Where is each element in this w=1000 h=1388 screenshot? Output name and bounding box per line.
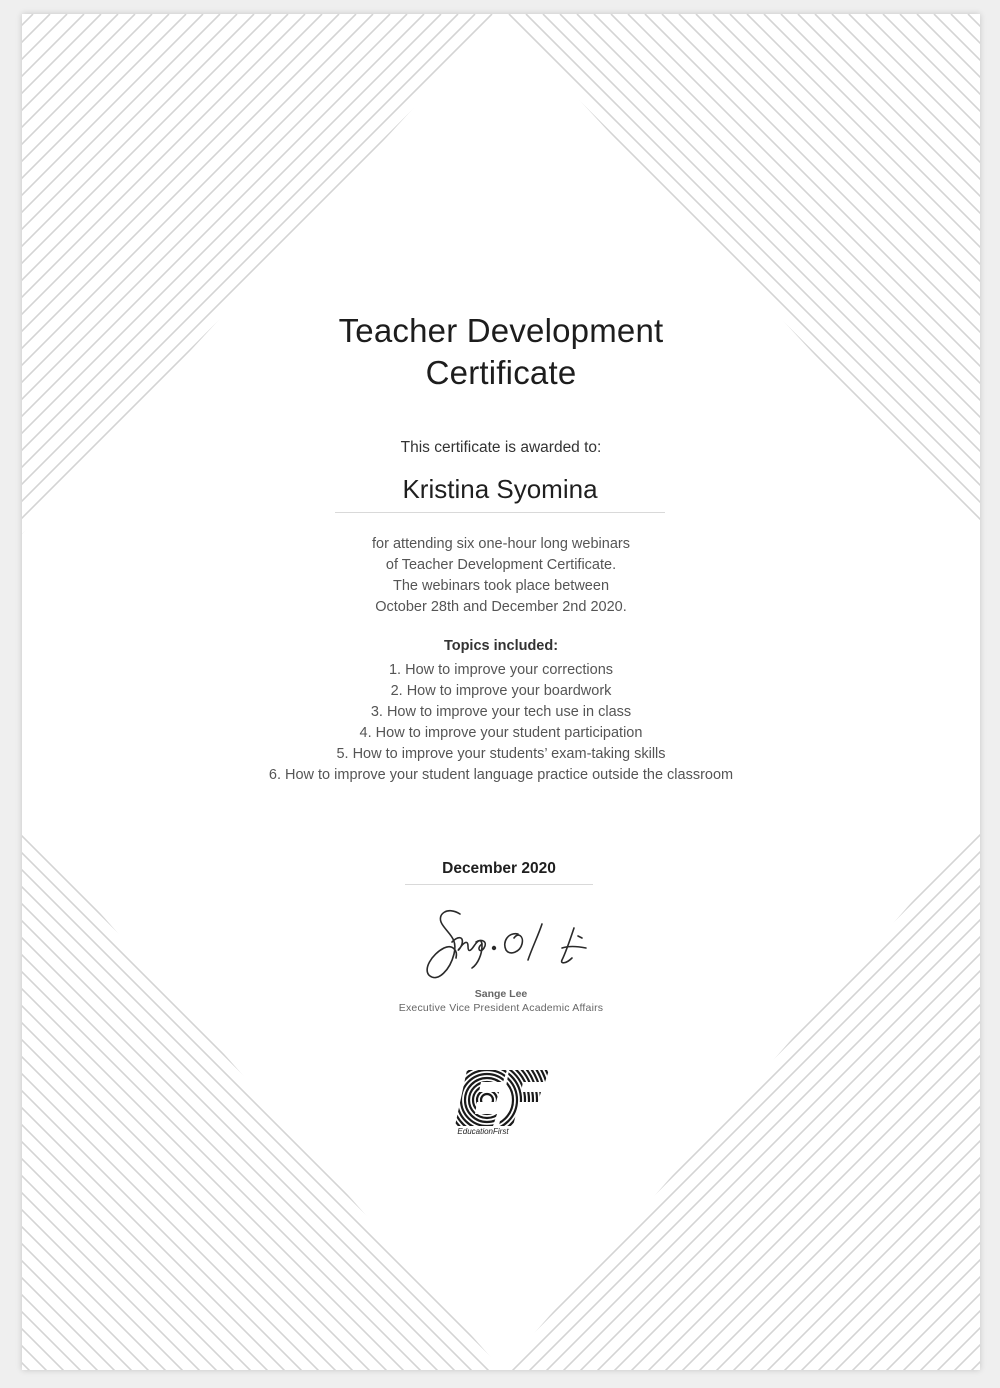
description-line: October 28th and December 2nd 2020.: [375, 599, 627, 615]
topic-item: 1. How to improve your corrections: [388, 662, 614, 678]
certificate-content: [22, 14, 980, 1370]
topic-item: 3. How to improve your tech use in class: [370, 704, 632, 720]
awarded-to-label: This certificate is awarded to:: [400, 439, 602, 456]
description-line: The webinars took place between: [392, 578, 610, 594]
signature-icon: [402, 902, 602, 998]
topic-item: 2. How to improve your boardwork: [390, 683, 612, 699]
title-line-1: Teacher Development: [338, 312, 664, 349]
signer-title: Executive Vice President Academic Affairs: [398, 1002, 604, 1014]
description-line: of Teacher Development Certificate.: [385, 557, 617, 573]
description-line: for attending six one-hour long webinars: [372, 536, 630, 552]
description: [22, 534, 980, 618]
recipient-name: Kristina Syomina: [335, 472, 665, 513]
logo-caption: EducationFirst: [457, 1127, 509, 1136]
certificate-date: December 2020: [405, 860, 593, 885]
signer-name: Sange Lee: [474, 988, 528, 1000]
topics-heading: Topics included:: [443, 638, 559, 654]
topic-item: 5. How to improve your students’ exam-taking skills: [336, 746, 666, 762]
topic-item: 4. How to improve your student participation: [359, 725, 643, 741]
topics-list: [22, 660, 980, 786]
title-line-2: Certificate: [425, 354, 577, 391]
certificate-sheet: [22, 14, 980, 1370]
topic-item: 6. How to improve your student language practice outside the classroom: [268, 767, 734, 783]
certificate-title: [22, 310, 980, 394]
